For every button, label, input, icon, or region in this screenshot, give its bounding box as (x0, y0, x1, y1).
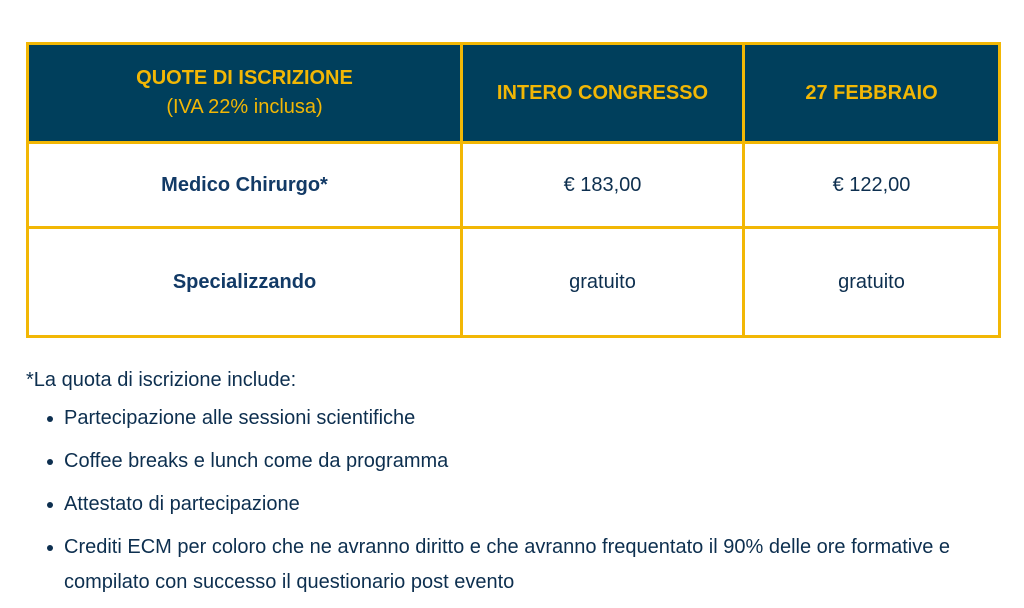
list-item-text: Crediti ECM per coloro che ne avranno diritto e che avranno frequentato il 90% delle ore formative e compilato con successo il questionario post evento (64, 536, 951, 593)
fee-includes-notes (26, 366, 1006, 608)
list-item-text: Attestato di partecipazione (64, 493, 300, 515)
bullet-icon (47, 416, 53, 422)
list-item (26, 444, 1006, 479)
full-congress-price: gratuito (462, 228, 744, 337)
header-full-congress: INTERO CONGRESSO (462, 44, 744, 143)
table-row (28, 228, 1000, 337)
bullet-icon (47, 502, 53, 508)
row-label: Specializzando (28, 228, 462, 337)
header-registration-fees (28, 44, 462, 143)
row-label: Medico Chirurgo* (28, 143, 462, 228)
single-day-price: gratuito (744, 228, 1000, 337)
notes-intro: *La quota di iscrizione include: (26, 369, 297, 391)
header-vat-note: (IVA 22% inclusa) (166, 96, 323, 118)
registration-fee-table (26, 42, 1001, 338)
list-item (26, 401, 1006, 436)
bullet-icon (47, 545, 53, 551)
header-registration-fees-title: QUOTE DI ISCRIZIONE (136, 67, 353, 89)
table-row (28, 143, 1000, 228)
table-header-row (28, 44, 1000, 143)
single-day-price: € 122,00 (744, 143, 1000, 228)
full-congress-price: € 183,00 (462, 143, 744, 228)
list-item-text: Partecipazione alle sessioni scientifiche (64, 407, 416, 429)
header-february-27: 27 FEBBRAIO (744, 44, 1000, 143)
bullet-icon (47, 459, 53, 465)
list-item-text: Coffee breaks e lunch come da programma (64, 450, 449, 472)
list-item (26, 530, 1006, 600)
includes-list (26, 401, 1006, 600)
list-item (26, 487, 1006, 522)
